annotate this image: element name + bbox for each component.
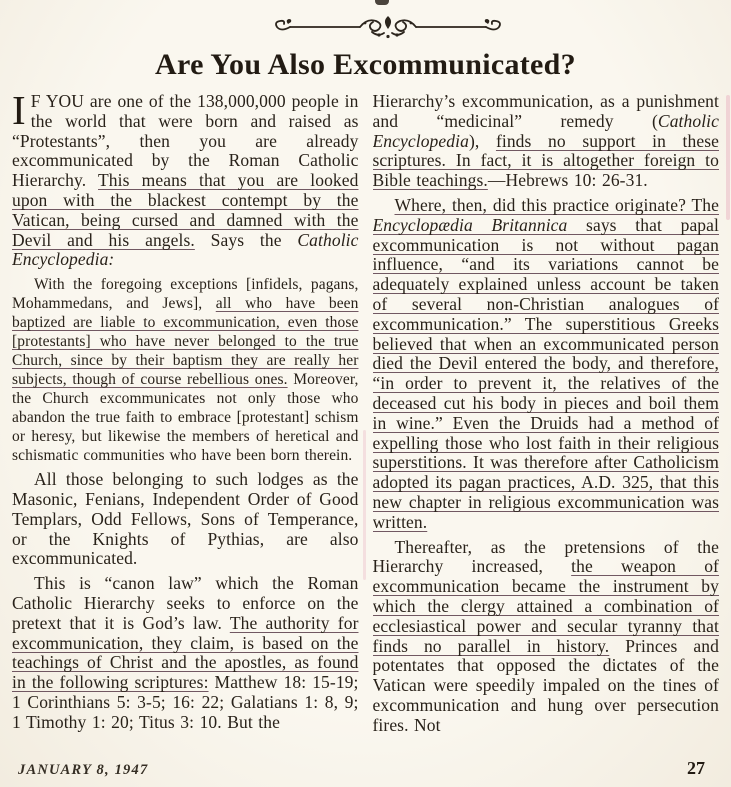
paragraph (373, 92, 720, 191)
page-edge-ornament-remnant (375, 0, 389, 5)
text-run: Encyclopædia Britannica (372, 214, 568, 235)
paragraph (12, 92, 359, 270)
page-title: Are You Also Excommunicated? (155, 48, 576, 81)
text-run: Catholic Encyclopedia: (12, 229, 359, 270)
text-run: Where, then, did this practice originate? The (394, 194, 719, 215)
text-run: the weapon of excommunication became the instrument by which the clergy attained a combination of ecclesiastical power and secular tyranny that finds no parallel in history. (372, 556, 719, 656)
paragraph (12, 275, 359, 465)
article-body (10, 92, 721, 768)
text-run: —Hebrews 10: 26-31. (487, 170, 648, 191)
text-run: Moreover, the Church excommunicates not only those who abandon the true faith to embrace [protestant] schism or heresy, but likewise the members of heretical and schismatic communities who have been born therein. (12, 371, 359, 465)
drop-cap: I (12, 92, 26, 133)
issue-date: JANUARY 8, 1947 (18, 762, 149, 778)
text-run: The authority for excommunication, they claim, is based on the teachings of Christ and the apostles, as found in the following scriptures: (12, 612, 359, 693)
paragraph (12, 574, 359, 732)
text-run: says that papal excommunication is not without pagan influence, “and its variations cannot be adequately explained unless account be taken of several non-Christian analogues of excommunication.” The superstitious Greeks believed that when an excommunicated person died the Devil entered the body, and therefore, “in order to prevent it, the relatives of the deceased cut his body in pieces and boil them in wine.” Even the Druids had a method of expelling those who lost faith in their religious superstitions. It was therefore after Catholicism adopted its pagan practices, A.D. 325, that this new chapter in religious excommunication was written. (372, 214, 719, 532)
text-run: This is “canon law” which the Roman Catholic Hierarchy seeks to enforce on the pretext that it is God’s law. (12, 573, 359, 633)
text-run: Hierarchy’s excommunication, as a punishment and “medicinal” remedy ( (372, 92, 719, 131)
text-run: Thereafter, as the pretensions of the Hierarchy increased, (372, 536, 719, 577)
text-run: all who have been baptized are liable to excommunication, even those [protestants] who have never belonged to the true Church, since by their baptism they are really her subjects, though of course rebellious ones. (12, 295, 359, 389)
text-run: finds no support in these scriptures. In fact, it is altogether foreign to Bible teachings. (372, 130, 719, 191)
ornament-divider-icon (32, 12, 731, 40)
paragraph (373, 538, 720, 736)
paragraph (12, 470, 359, 569)
text-run: Says the (194, 229, 298, 250)
column-left (12, 92, 359, 768)
page-footer (18, 758, 705, 779)
text-run: Princes and potentates that opposed the dictates of the Vatican were speedily impaled on the tines of excommunication and hung over persecution fires. Not (372, 635, 719, 735)
text-run: This means that you are looked upon with the blackest contempt by the Vatican, being cursed and damned with the Devil and his angels. (12, 170, 359, 250)
text-run: Matthew 18: 15-19; 1 Corinthians 5: 3-5; 16: 22; Galatians 1: 8, 9; 1 Timothy 1: 20; Titus 3: 10. But the (12, 672, 359, 732)
text-run: ), (468, 130, 496, 151)
text-run: With the foregoing exceptions [infidels, pagans, Mohammedans, and Jews], (12, 276, 359, 313)
text-run: F YOU are one of the 138,000,000 people in the world that were born and raised as “Protestants”, then you are already excommunicated by the Roman Catholic Hierarchy. (12, 92, 359, 191)
column-right (373, 92, 720, 768)
text-run: Catholic Encyclopedia (372, 110, 719, 151)
text-run: All those belonging to such lodges as the Masonic, Fenians, Independent Order of Good Templars, Odd Fellows, Sons of Temperance, or the Knights of Pythias, are also excommunicated. (12, 469, 359, 569)
page-number: 27 (687, 758, 705, 778)
paragraph (373, 196, 720, 533)
